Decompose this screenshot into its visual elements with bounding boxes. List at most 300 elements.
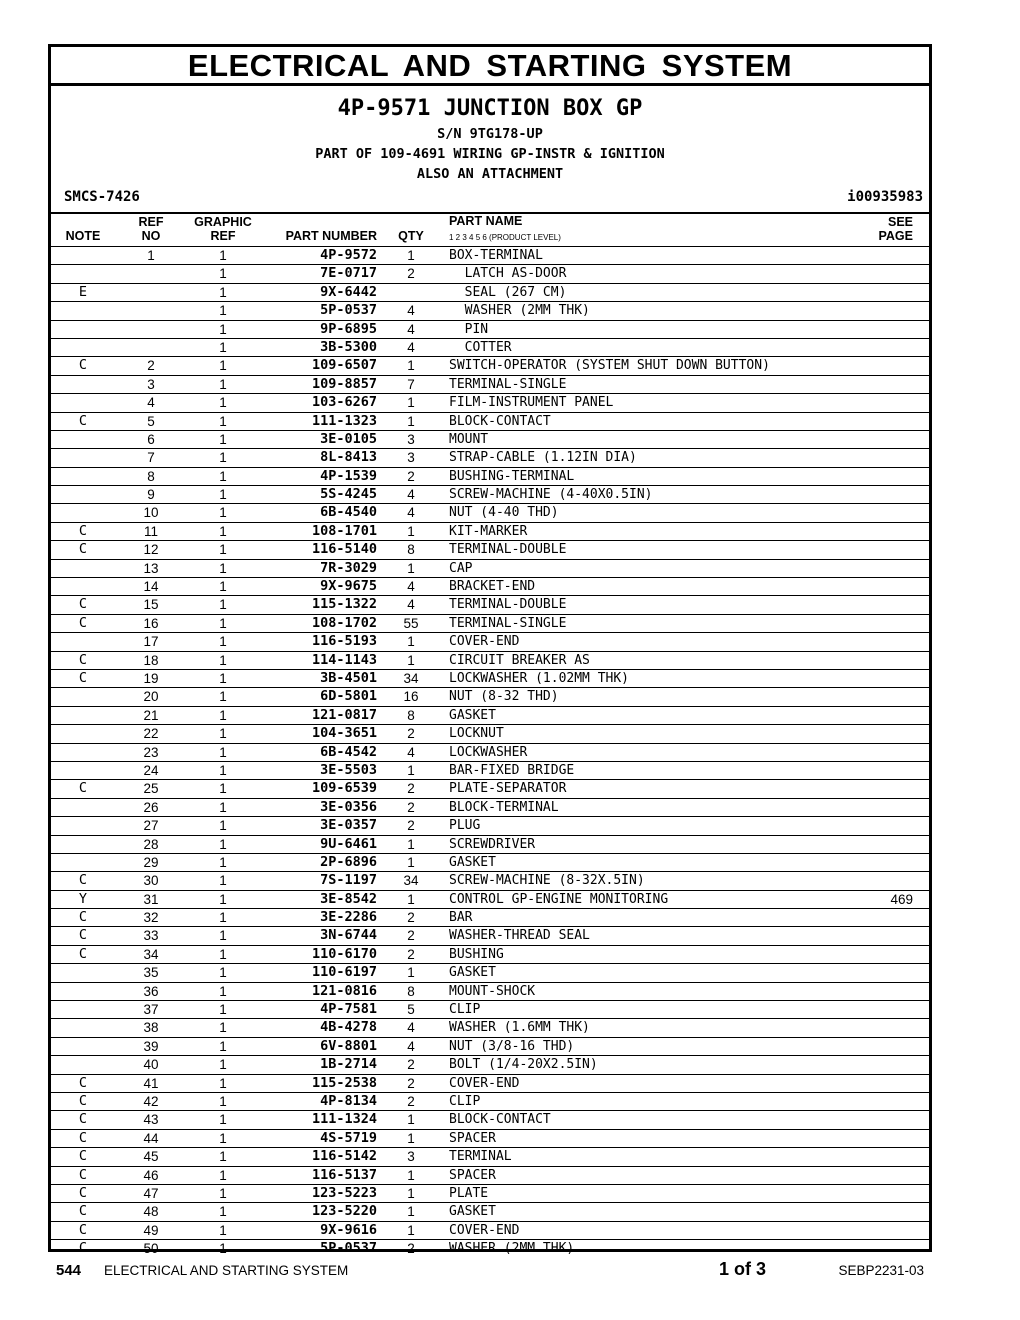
table-row (51, 1185, 929, 1203)
note-cell: E (78, 283, 88, 300)
part-number-cell: 114-1143 (311, 651, 377, 668)
ref-no-cell: 25 (143, 781, 159, 797)
ref-no-cell: 8 (147, 468, 155, 484)
part-number-cell: 6V-8801 (320, 1037, 377, 1054)
graphic-ref-cell: 1 (219, 1093, 227, 1109)
graphic-ref-cell: 1 (219, 1204, 227, 1220)
table-row (51, 1203, 929, 1221)
col-part-name-header: PART NAME (449, 214, 523, 228)
ref-no-cell: 38 (143, 1020, 159, 1036)
part-number-cell: 109-6507 (311, 357, 377, 374)
graphic-ref-cell: 1 (219, 965, 227, 981)
part-number-cell: 110-6197 (311, 964, 377, 981)
part-name-cell: LATCH AS-DOOR (449, 266, 567, 282)
ref-no-cell: 3 (147, 376, 155, 392)
ref-no-cell: 32 (143, 910, 159, 926)
col-graphic-header-top: GRAPHIC (194, 215, 252, 229)
part-number-cell: 4P-8134 (320, 1092, 377, 1109)
ref-no-cell: 16 (143, 615, 159, 631)
part-name-cell: COVER-END (449, 634, 520, 650)
ref-no-cell: 37 (143, 1002, 159, 1018)
part-name-cell: COTTER (449, 339, 512, 355)
table-row (51, 1240, 929, 1258)
graphic-ref-cell: 1 (219, 634, 227, 650)
qty-cell: 1 (407, 395, 415, 411)
part-number-cell: 116-5137 (311, 1166, 377, 1183)
part-number-cell: 123-5220 (311, 1203, 377, 1220)
qty-cell: 3 (407, 1149, 415, 1165)
note-cell: C (78, 669, 88, 686)
part-number-cell: 6D-5801 (320, 688, 377, 705)
part-name-cell: PLUG (449, 818, 481, 834)
table-row (51, 1130, 929, 1148)
part-number-cell: 7E-0717 (320, 265, 377, 282)
ref-no-cell: 2 (147, 358, 155, 374)
part-name-cell: PLATE-SEPARATOR (449, 781, 567, 797)
ref-no-cell: 13 (143, 560, 159, 576)
table-row (51, 339, 929, 357)
part-name-cell: FILM-INSTRUMENT PANEL (449, 395, 614, 411)
part-number-cell: 4P-1539 (320, 467, 377, 484)
table-row (51, 1038, 929, 1056)
part-name-cell: STRAP-CABLE (1.12IN DIA) (449, 450, 637, 466)
part-name-cell: BOX-TERMINAL (449, 248, 543, 263)
part-number-cell: 116-5142 (311, 1148, 377, 1165)
table-row (51, 1222, 929, 1240)
part-name-cell: TERMINAL-DOUBLE (449, 597, 567, 613)
ref-no-cell: 41 (143, 1075, 159, 1091)
part-of-line: PART OF 109-4691 WIRING GP-INSTR & IGNITION (315, 146, 665, 162)
part-name-cell: BOLT (1/4-20X2.5IN) (449, 1057, 598, 1073)
part-number-cell: 116-5140 (311, 541, 377, 558)
part-number-cell: 108-1701 (311, 522, 377, 539)
qty-cell: 16 (403, 689, 419, 705)
ref-no-cell: 4 (147, 395, 155, 411)
part-name-cell: SPACER (449, 1130, 496, 1146)
ref-no-cell: 34 (143, 946, 159, 962)
part-name-cell: COVER-END (449, 1222, 520, 1238)
part-name-cell: CLIP (449, 1093, 481, 1109)
ref-no-cell: 10 (143, 505, 159, 521)
attachment-note: ALSO AN ATTACHMENT (416, 166, 564, 182)
graphic-ref-cell: 1 (219, 928, 227, 944)
table-row (51, 688, 929, 706)
graphic-ref-cell: 1 (219, 1241, 227, 1257)
table-row (51, 799, 929, 817)
qty-cell: 1 (407, 836, 415, 852)
part-number-cell: 3E-5503 (320, 761, 377, 778)
ref-no-cell: 42 (143, 1093, 159, 1109)
part-name-cell: WASHER (2MM THK) (449, 303, 590, 319)
part-name-cell: CONTROL GP-ENGINE MONITORING (449, 891, 669, 907)
graphic-ref-cell: 1 (219, 597, 227, 613)
graphic-ref-cell: 1 (219, 1222, 227, 1238)
ref-no-cell: 23 (143, 744, 159, 760)
note-cell: C (78, 1129, 88, 1146)
ref-no-cell: 36 (143, 983, 159, 999)
graphic-ref-cell: 1 (219, 450, 227, 466)
note-cell: C (78, 522, 88, 539)
part-name-cell: KIT-MARKER (449, 523, 528, 539)
table-row (51, 523, 929, 541)
qty-cell: 4 (407, 321, 415, 337)
ref-no-cell: 30 (143, 873, 159, 889)
note-cell: Y (78, 890, 88, 907)
note-cell: C (78, 909, 88, 926)
part-name-cell: MOUNT-SHOCK (449, 983, 536, 999)
ref-no-cell: 35 (143, 965, 159, 981)
qty-cell: 4 (407, 579, 415, 595)
graphic-ref-cell: 1 (219, 1149, 227, 1165)
part-name-cell: CIRCUIT BREAKER AS (449, 652, 590, 668)
qty-cell: 1 (407, 1222, 415, 1238)
table-row (51, 615, 929, 633)
table-row (51, 762, 929, 780)
qty-cell: 2 (407, 468, 415, 484)
qty-cell: 1 (407, 1167, 415, 1183)
graphic-ref-cell: 1 (219, 542, 227, 558)
qty-cell: 1 (407, 762, 415, 778)
part-name-cell: WASHER (2MM THK) (449, 1241, 575, 1257)
ref-no-cell: 46 (143, 1167, 159, 1183)
qty-cell: 1 (407, 523, 415, 539)
table-row (51, 1167, 929, 1185)
table-header (51, 212, 929, 247)
table-row (51, 284, 929, 302)
qty-cell: 4 (407, 303, 415, 319)
graphic-ref-cell: 1 (219, 689, 227, 705)
part-number-cell: 3E-0105 (320, 430, 377, 447)
col-note-header: NOTE (65, 229, 101, 243)
footer-page-number: 544 (56, 1262, 82, 1279)
table-row (51, 817, 929, 835)
table-row (51, 1001, 929, 1019)
qty-cell: 2 (407, 266, 415, 282)
qty-cell: 2 (407, 818, 415, 834)
ref-no-cell: 49 (143, 1222, 159, 1238)
ref-no-cell: 22 (143, 726, 159, 742)
note-cell: C (78, 1074, 88, 1091)
qty-cell: 1 (407, 1185, 415, 1201)
qty-cell: 34 (403, 670, 419, 686)
col-graphic-header-bottom: REF (210, 229, 236, 243)
ref-no-cell: 21 (143, 707, 159, 723)
qty-cell: 2 (407, 781, 415, 797)
part-number-cell: 7S-1197 (320, 872, 377, 889)
parts-list-sheet (48, 44, 932, 1257)
part-name-cell: LOCKWASHER (1.02MM THK) (449, 670, 630, 686)
note-cell: C (78, 945, 88, 962)
table-row (51, 1148, 929, 1166)
graphic-ref-cell: 1 (219, 1167, 227, 1183)
graphic-ref-cell: 1 (219, 1038, 227, 1054)
part-name-cell: BUSHING-TERMINAL (449, 468, 575, 484)
table-row (51, 247, 929, 265)
part-name-cell: BUSHING (449, 946, 504, 962)
part-name-cell: LOCKWASHER (449, 744, 528, 760)
product-level-legend: 1 2 3 4 5 6 (PRODUCT LEVEL) (449, 233, 561, 242)
graphic-ref-cell: 1 (219, 523, 227, 539)
table-row (51, 321, 929, 339)
part-number-cell: 111-1323 (311, 412, 377, 429)
part-name-cell: BLOCK-CONTACT (449, 1112, 551, 1128)
graphic-ref-cell: 1 (219, 946, 227, 962)
table-row (51, 449, 929, 467)
table-row (51, 670, 929, 688)
ref-no-cell: 18 (143, 652, 159, 668)
section-title: ELECTRICAL AND STARTING SYSTEM (51, 47, 929, 86)
col-part-number-header: PART NUMBER (285, 229, 377, 243)
group-title: 4P-9571 JUNCTION BOX GP (337, 96, 643, 121)
note-cell: C (78, 1184, 88, 1201)
note-cell: C (78, 357, 88, 374)
note-cell: C (78, 1166, 88, 1183)
part-name-cell: CLIP (449, 1002, 481, 1018)
table-row (51, 560, 929, 578)
graphic-ref-cell: 1 (219, 303, 227, 319)
graphic-ref-cell: 1 (219, 321, 227, 337)
col-see-header-bottom: PAGE (878, 229, 913, 243)
graphic-ref-cell: 1 (219, 358, 227, 374)
table-row (51, 725, 929, 743)
note-cell: C (78, 1092, 88, 1109)
part-name-cell: GASKET (449, 707, 496, 723)
part-name-cell: GASKET (449, 854, 496, 870)
part-number-cell: 3E-0357 (320, 817, 377, 834)
part-number-cell: 103-6267 (311, 394, 377, 411)
qty-cell: 1 (407, 965, 415, 981)
part-number-cell: 1B-2714 (320, 1056, 377, 1073)
qty-cell: 1 (407, 248, 415, 263)
part-number-cell: 5S-4245 (320, 486, 377, 503)
part-number-cell: 115-2538 (311, 1074, 377, 1091)
graphic-ref-cell: 1 (219, 284, 227, 300)
part-name-cell: SPACER (449, 1167, 496, 1183)
graphic-ref-cell: 1 (219, 726, 227, 742)
ref-no-cell: 11 (143, 523, 158, 539)
table-row (51, 836, 929, 854)
part-number-cell: 5P-0537 (320, 1240, 377, 1257)
ref-no-cell: 26 (143, 799, 159, 815)
ref-no-cell: 48 (143, 1204, 159, 1220)
qty-cell: 1 (407, 358, 415, 374)
graphic-ref-cell: 1 (219, 744, 227, 760)
qty-cell: 4 (407, 1038, 415, 1054)
part-number-cell: 9P-6895 (320, 320, 377, 337)
graphic-ref-cell: 1 (219, 891, 227, 907)
qty-cell: 1 (407, 652, 415, 668)
part-number-cell: 4B-4278 (320, 1019, 377, 1036)
table-row (51, 964, 929, 982)
table-row (51, 1019, 929, 1037)
part-name-cell: TERMINAL-SINGLE (449, 615, 567, 631)
ref-no-cell: 28 (143, 836, 159, 852)
part-number-cell: 6B-4540 (320, 504, 377, 521)
qty-cell: 1 (407, 560, 415, 576)
qty-cell: 4 (407, 597, 415, 613)
col-qty-header: QTY (398, 229, 424, 243)
graphic-ref-cell: 1 (219, 431, 227, 447)
graphic-ref-cell: 1 (219, 1002, 227, 1018)
ref-no-cell: 43 (143, 1112, 159, 1128)
graphic-ref-cell: 1 (219, 670, 227, 686)
table-row (51, 376, 929, 394)
part-name-cell: SCREW-MACHINE (8-32X.5IN) (449, 873, 645, 889)
table-row (51, 413, 929, 431)
table-row (51, 302, 929, 320)
part-number-cell: 3B-5300 (320, 338, 377, 355)
ref-no-cell: 15 (143, 597, 159, 613)
graphic-ref-cell: 1 (219, 615, 227, 631)
part-name-cell: WASHER (1.6MM THK) (449, 1020, 590, 1036)
table-row (51, 578, 929, 596)
part-name-cell: PIN (449, 321, 489, 337)
part-name-cell: BAR (449, 910, 473, 926)
ref-no-cell: 45 (143, 1149, 159, 1165)
note-cell: C (78, 412, 88, 429)
ref-no-cell: 24 (143, 762, 159, 778)
graphic-ref-cell: 1 (219, 1112, 227, 1128)
qty-cell: 8 (407, 542, 415, 558)
part-name-cell: LOCKNUT (449, 726, 504, 742)
qty-cell: 2 (407, 928, 415, 944)
qty-cell: 34 (403, 873, 419, 889)
qty-cell: 2 (407, 1075, 415, 1091)
ref-no-cell: 27 (143, 818, 159, 834)
part-name-cell: SWITCH-OPERATOR (SYSTEM SHUT DOWN BUTTON) (449, 358, 770, 374)
ref-no-cell: 14 (143, 579, 159, 595)
qty-cell: 4 (407, 339, 415, 355)
table-row (51, 486, 929, 504)
qty-cell: 4 (407, 505, 415, 521)
graphic-ref-cell: 1 (219, 248, 227, 263)
part-name-cell: TERMINAL (449, 1149, 512, 1165)
qty-cell: 2 (407, 1093, 415, 1109)
graphic-ref-cell: 1 (219, 560, 227, 576)
ref-no-cell: 33 (143, 928, 159, 944)
graphic-ref-cell: 1 (219, 818, 227, 834)
qty-cell: 2 (407, 1241, 415, 1257)
qty-cell: 1 (407, 854, 415, 870)
part-name-cell: NUT (8-32 THD) (449, 689, 559, 705)
table-row (51, 265, 929, 283)
table-row (51, 596, 929, 614)
graphic-ref-cell: 1 (219, 910, 227, 926)
serial-range: S/N 9TG178-UP (437, 126, 543, 142)
illustration-id: i00935983 (847, 189, 923, 205)
table-row (51, 707, 929, 725)
note-cell: C (78, 596, 88, 613)
part-name-cell: NUT (3/8-16 THD) (449, 1038, 575, 1054)
graphic-ref-cell: 1 (219, 376, 227, 392)
col-ref-header-top: REF (138, 215, 164, 229)
footer-doc-id: SEBP2231-03 (838, 1263, 924, 1278)
part-name-cell: WASHER-THREAD SEAL (449, 928, 590, 944)
part-name-cell: BRACKET-END (449, 579, 536, 595)
graphic-ref-cell: 1 (219, 395, 227, 411)
graphic-ref-cell: 1 (219, 652, 227, 668)
graphic-ref-cell: 1 (219, 413, 227, 429)
ref-no-cell: 31 (143, 891, 159, 907)
ref-no-cell: 9 (147, 487, 155, 503)
table-row (51, 431, 929, 449)
part-number-cell: 4S-5719 (320, 1129, 377, 1146)
part-number-cell: 115-1322 (311, 596, 377, 613)
note-cell: C (78, 651, 88, 668)
see-page-cell: 469 (890, 891, 913, 907)
part-number-cell: 104-3651 (311, 725, 377, 742)
part-name-cell: GASKET (449, 1204, 496, 1220)
ref-no-cell: 47 (143, 1185, 159, 1201)
qty-cell: 5 (407, 1002, 415, 1018)
qty-cell: 2 (407, 799, 415, 815)
part-number-cell: 116-5193 (311, 633, 377, 650)
qty-cell: 1 (407, 891, 415, 907)
col-see-header-top: SEE (887, 215, 913, 229)
parts-table-body (51, 247, 929, 1258)
qty-cell: 2 (407, 910, 415, 926)
part-name-cell: BLOCK-TERMINAL (449, 799, 559, 815)
part-number-cell: 3E-8542 (320, 890, 377, 907)
graphic-ref-cell: 1 (219, 707, 227, 723)
part-number-cell: 4P-9572 (320, 247, 377, 263)
ref-no-cell: 29 (143, 854, 159, 870)
note-cell: C (78, 1148, 88, 1165)
table-row (51, 780, 929, 798)
part-number-cell: 9X-9616 (320, 1221, 377, 1238)
graphic-ref-cell: 1 (219, 836, 227, 852)
part-number-cell: 7R-3029 (320, 559, 377, 576)
table-row (51, 872, 929, 890)
table-row (51, 854, 929, 872)
table-row (51, 909, 929, 927)
note-cell: C (78, 1203, 88, 1220)
qty-cell: 1 (407, 634, 415, 650)
part-number-cell: 109-8857 (311, 375, 377, 392)
table-row (51, 927, 929, 945)
table-row (51, 946, 929, 964)
note-cell: C (78, 1111, 88, 1128)
part-name-cell: SCREW-MACHINE (4-40X0.5IN) (449, 487, 653, 503)
part-name-cell: SCREWDRIVER (449, 836, 536, 852)
graphic-ref-cell: 1 (219, 487, 227, 503)
part-number-cell: 3B-4501 (320, 669, 377, 686)
note-cell: C (78, 780, 88, 797)
graphic-ref-cell: 1 (219, 1057, 227, 1073)
qty-cell: 8 (407, 983, 415, 999)
footer-page-of: 1 of 3 (719, 1259, 767, 1279)
code-line (51, 184, 929, 212)
graphic-ref-cell: 1 (219, 799, 227, 815)
part-number-cell: 9U-6461 (320, 835, 377, 852)
part-name-cell: TERMINAL-DOUBLE (449, 542, 567, 558)
table-row (51, 633, 929, 651)
qty-cell: 2 (407, 946, 415, 962)
part-number-cell: 108-1702 (311, 614, 377, 631)
note-cell: C (78, 614, 88, 631)
note-cell: C (78, 1240, 88, 1257)
graphic-ref-cell: 1 (219, 1185, 227, 1201)
ref-no-cell: 44 (143, 1130, 159, 1146)
ref-no-cell: 5 (147, 413, 155, 429)
graphic-ref-cell: 1 (219, 873, 227, 889)
part-name-cell: BAR-FIXED BRIDGE (449, 762, 575, 778)
part-number-cell: 3E-0356 (320, 798, 377, 815)
table-row (51, 744, 929, 762)
part-name-cell: TERMINAL-SINGLE (449, 376, 567, 392)
part-number-cell: 123-5223 (311, 1184, 377, 1201)
ref-no-cell: 1 (147, 248, 155, 263)
